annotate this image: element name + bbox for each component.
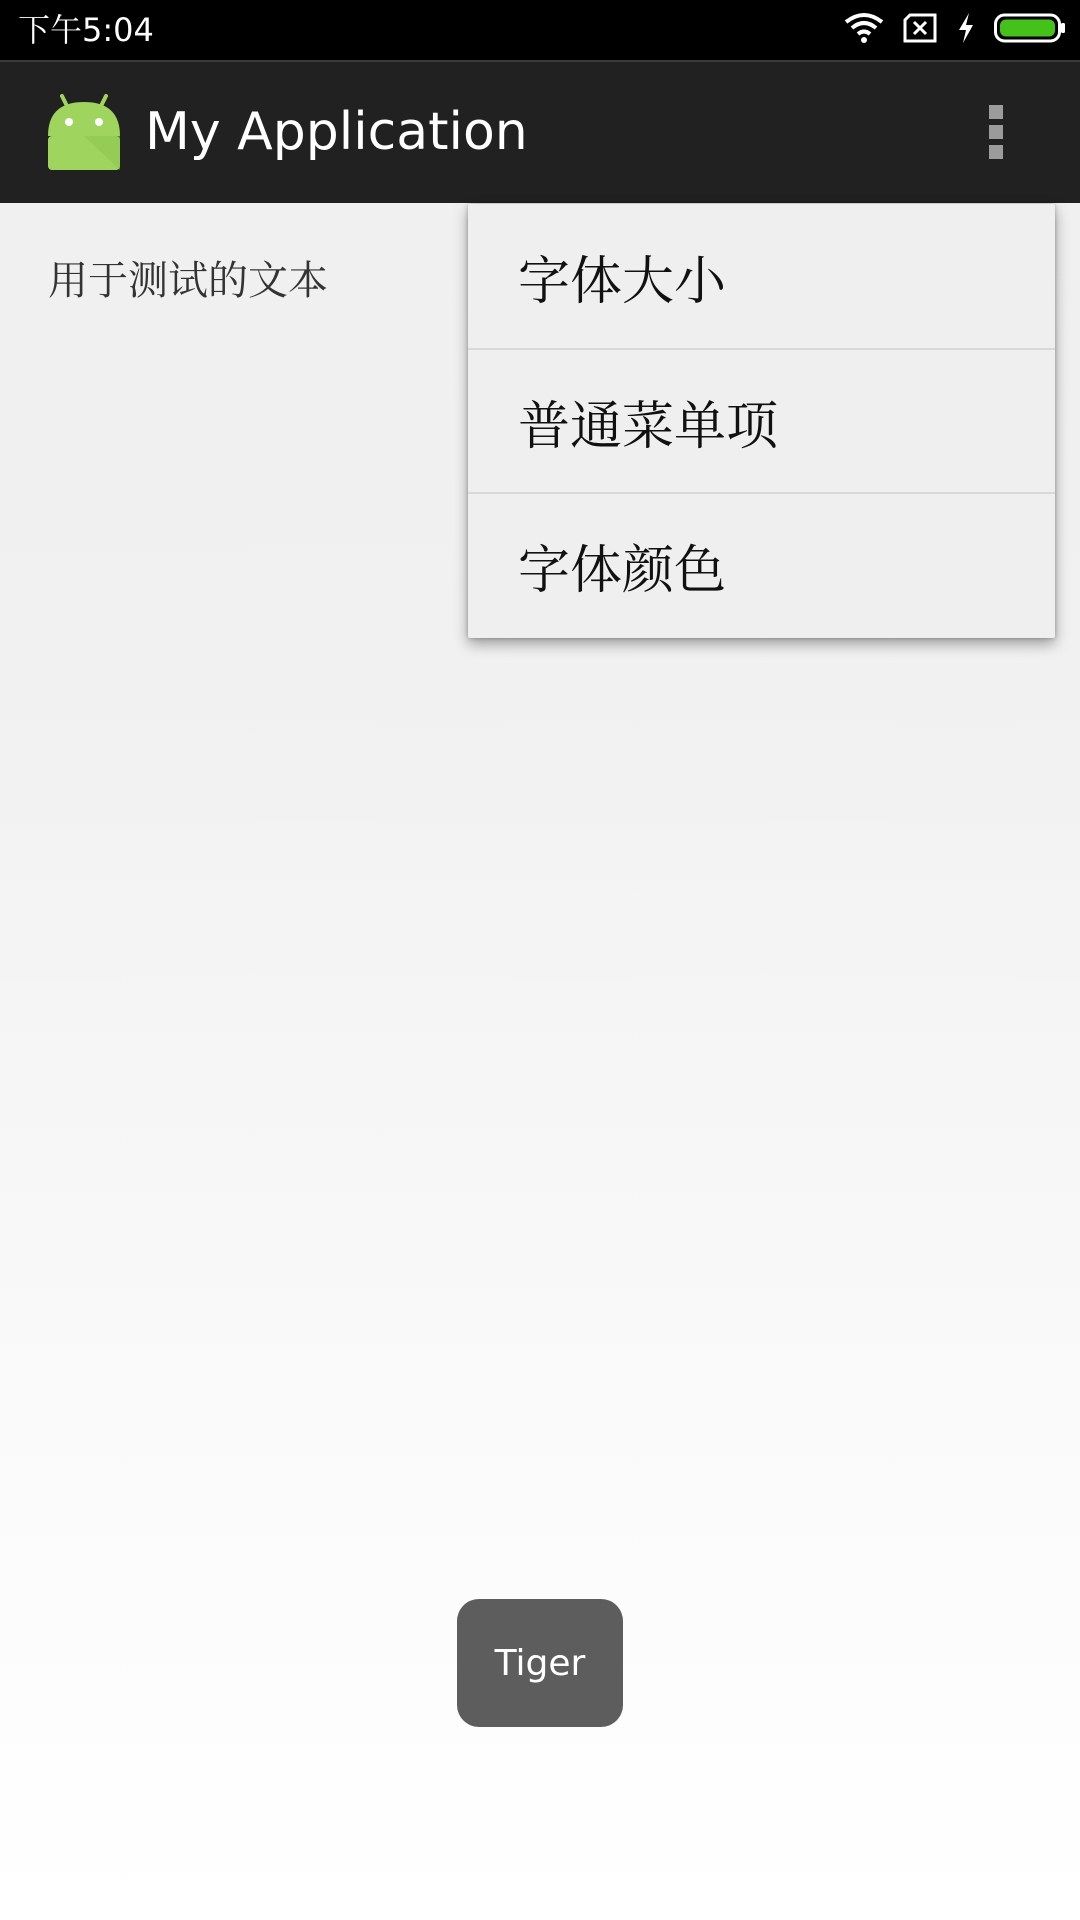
toast [457,1599,623,1727]
toast-text: Tiger [494,1642,586,1684]
menu-item-font-color[interactable] [468,492,1055,636]
status-icons [844,12,1066,48]
overflow-menu-button[interactable] [960,82,1032,182]
battery-icon [994,13,1066,47]
status-time: 下午5:04 [18,11,154,49]
status-bar [0,0,1080,60]
menu-item-font-size[interactable] [468,204,1055,348]
overflow-dot [989,125,1003,139]
popup-menu [468,204,1055,638]
app-bar [0,60,1080,203]
app-title: My Application [145,102,528,162]
overflow-dot [989,145,1003,159]
menu-item-label: 字体大小 [518,251,727,312]
charging-icon [956,12,976,48]
android-icon [44,92,124,172]
menu-item-label: 字体颜色 [518,540,727,601]
test-text: 用于测试的文本 [48,258,328,304]
sim-off-icon [902,13,938,47]
menu-item-normal[interactable] [468,348,1055,492]
menu-item-label: 普通菜单项 [518,396,779,457]
overflow-dot [989,105,1003,119]
wifi-icon [844,12,884,48]
